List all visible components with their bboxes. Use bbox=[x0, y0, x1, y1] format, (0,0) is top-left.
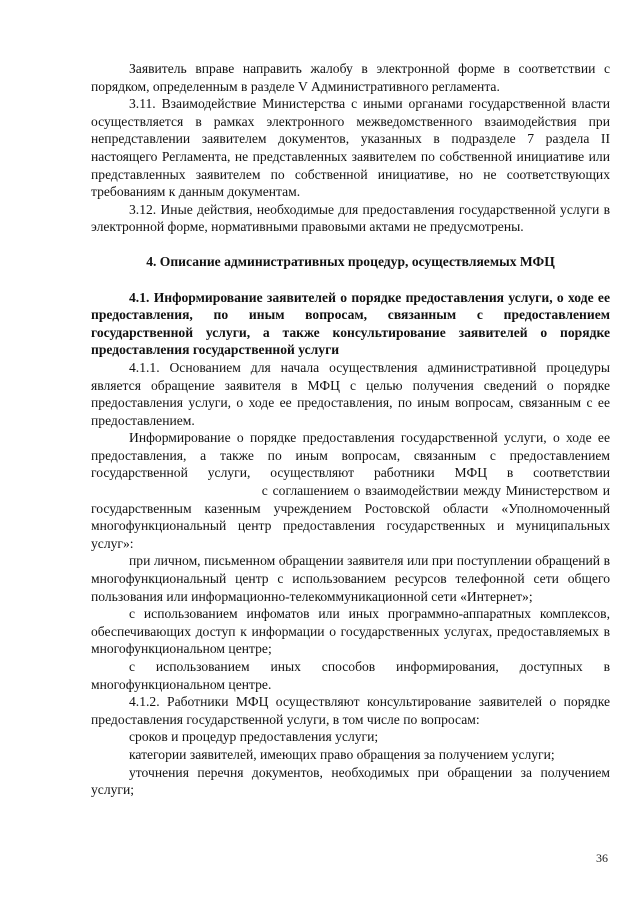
subsection-heading-4-1: 4.1. Информирование заявителей о порядке предоставления услуги, о ходе ее предоставления, по иным вопросам, связанным с предоставлением государственной услуги, а также консультирование заявителей о порядке предоставления государственной услуги bbox=[91, 289, 610, 358]
paragraph-informing-part-a: Информирование о порядке предоставления государственной услуги, о ходе ее предоставления, а также по иным вопросам, связанным с предоставлением государственной услуги, осуществляют работники МФЦ в соответствии bbox=[91, 430, 610, 481]
paragraph-infomats: с использованием инфоматов или иных программно-аппаратных комплексов, обеспечивающих доступ к информации о государственных услугах, предоставляемых в многофункциональном центре; bbox=[91, 606, 610, 657]
paragraph-other-methods: с использованием иных способов информирования, доступных в многофункциональном центре. bbox=[91, 659, 610, 692]
paragraph-informing-part-b: с соглашением о взаимодействии между Министерством и государственным казенным учреждением Ростовской области «Уполномоченный многофункциональный центр предоставления государственных и муниципальных услуг»: bbox=[91, 483, 610, 551]
page-number: 36 bbox=[596, 851, 608, 865]
paragraph-complaint: Заявитель вправе направить жалобу в электронной форме в соответствии с порядком, определенным в разделе V Административного регламента. bbox=[91, 61, 610, 94]
paragraph-categories: категории заявителей, имеющих право обращения за получением услуги; bbox=[129, 746, 555, 762]
paragraph-personal-appeal: при личном, письменном обращении заявителя или при поступлении обращений в многофункциональный центр с использованием ресурсов телефонной сети общего пользования или информационно-телекоммуникационной сети «Интернет»; bbox=[91, 553, 610, 604]
section-heading-4: 4. Описание административных процедур, осуществляемых МФЦ bbox=[146, 253, 555, 269]
paragraph-documents: уточнения перечня документов, необходимых при обращении за получением услуги; bbox=[91, 764, 610, 798]
page-body bbox=[91, 60, 610, 799]
paragraph-informing bbox=[91, 429, 610, 552]
paragraph-3-12: 3.12. Иные действия, необходимые для предоставления государственной услуги в электронной форме, нормативными правовыми актами не предусмотрены. bbox=[91, 201, 610, 235]
paragraph-4-1-1: 4.1.1. Основанием для начала осуществления административной процедуры является обращение заявителя в МФЦ с целью получения сведений о порядке предоставления услуги, о ходе ее предоставления, по иным вопросам, связанным с ее предоставлением. bbox=[91, 359, 610, 428]
paragraph-terms: сроков и процедур предоставления услуги; bbox=[129, 729, 379, 745]
paragraph-3-11: 3.11. Взаимодействие Министерства с иными органами государственной власти осуществляется в рамках электронного межведомственного взаимодействия при непредставлении заявителем документов, указанных в подразделе 7 раздела II настоящего Регламента, не представленных заявителем по собственной инициативе или представленных заявителем по собственной инициативе, но не соответствующих требованиям к данным документам. bbox=[91, 96, 610, 200]
paragraph-4-1-2: 4.1.2. Работники МФЦ осуществляют консультирование заявителей о порядке предоставления государственной услуги, в том числе по вопросам: bbox=[91, 694, 610, 727]
